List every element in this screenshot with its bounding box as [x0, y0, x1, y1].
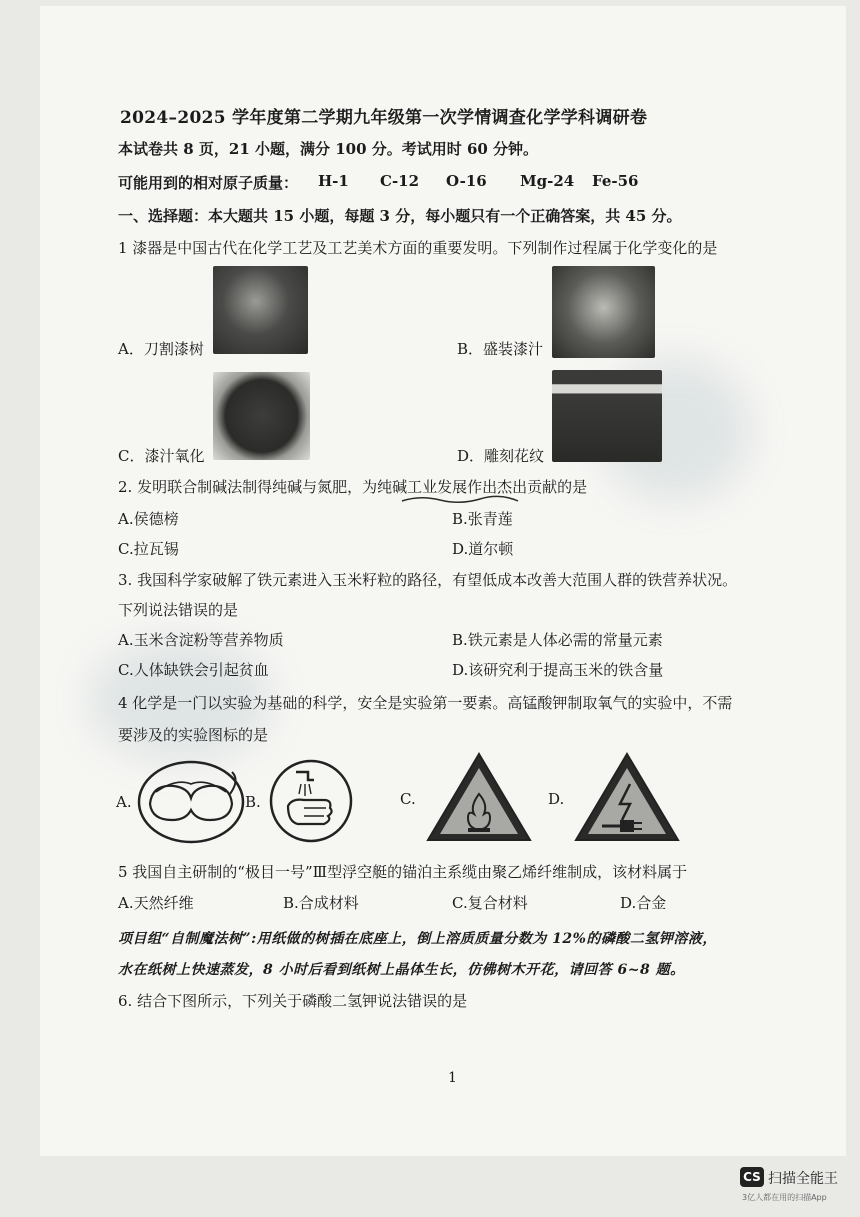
question-3-option-b: B.铁元素是人体必需的常量元素: [452, 631, 663, 649]
lacquer-tree-photo: [213, 266, 308, 354]
question-3-stem: 3. 我国科学家破解了铁元素进入玉米籽粒的路径，有望低成本改善大范围人群的铁营养状况。: [118, 571, 738, 589]
question-1-option-c: C．漆汁氧化: [118, 447, 205, 465]
question-4-option-c: C.: [400, 790, 416, 808]
question-1-stem: 1 漆器是中国古代在化学工艺及工艺美术方面的重要发明。下列制作过程属于化学变化的是: [118, 239, 718, 257]
camscanner-tagline: 3亿人都在用的扫描App: [742, 1193, 827, 1202]
question-4-option-a: A.: [116, 793, 132, 811]
question-3-option-a: A.玉米含淀粉等营养物质: [118, 631, 284, 649]
atomic-mass-mg: Mg-24: [520, 172, 575, 190]
exam-info: 本试卷共 8 页，21 小题，满分 100 分。考试用时 60 分钟。: [118, 140, 539, 158]
project-intro-line-2: 水在纸树上快速蒸发，8 小时后看到纸树上晶体生长，仿佛树木开花，请回答 6~8 题。: [118, 962, 685, 978]
question-5-option-c: C.复合材料: [452, 894, 528, 912]
carved-vessel-photo: [552, 370, 662, 462]
question-1-option-d: D．雕刻花纹: [457, 447, 545, 465]
question-6-stem: 6. 结合下图所示，下列关于磷酸二氢钾说法错误的是: [118, 992, 468, 1010]
handwritten-underline: [400, 493, 520, 505]
question-5-stem: 5 我国自主研制的“极目一号”Ⅲ型浮空艇的锚泊主系缆由聚乙烯纤维制成，该材料属于: [118, 863, 688, 881]
question-1-option-a: A．刀割漆树: [118, 340, 204, 358]
question-4-stem: 4 化学是一门以实验为基础的科学，安全是实验第一要素。高锰酸钾制取氧气的实验中，不需: [118, 694, 733, 712]
hand-wash-icon: [268, 758, 354, 844]
question-2-option-c: C.拉瓦锡: [118, 540, 179, 558]
lacquer-plate-photo: [213, 372, 310, 460]
question-5-option-a: A.天然纤维: [118, 894, 194, 912]
atomic-mass-label: 可能用到的相对原子质量：: [118, 174, 299, 192]
question-4-option-b: B.: [245, 793, 261, 811]
question-2-stem: 2. 发明联合制碱法制得纯碱与氮肥，为纯碱工业发展作出杰出贡献的是: [118, 478, 588, 496]
exam-title: 2024–2025 学年度第二学期九年级第一次学情调查化学学科调研卷: [120, 108, 648, 128]
question-2-option-b: B.张青莲: [452, 510, 513, 528]
lacquer-bowl-photo: [552, 266, 655, 358]
goggles-icon: [136, 758, 246, 846]
question-3-option-c: C.人体缺铁会引起贫血: [118, 661, 269, 679]
question-2-option-a: A.侯德榜: [118, 510, 179, 528]
question-5-option-b: B.合成材料: [283, 894, 359, 912]
question-3-option-d: D.该研究利于提高玉米的铁含量: [452, 661, 664, 679]
atomic-mass-o: O-16: [446, 172, 487, 190]
question-5-option-d: D.合金: [620, 894, 667, 912]
question-4-option-d: D.: [548, 790, 565, 808]
atomic-mass-h: H-1: [318, 172, 349, 190]
electric-warning-icon: [572, 750, 682, 844]
section-heading: 一、选择题：本大题共 15 小题，每题 3 分，每小题只有一个正确答案，共 45 分。: [118, 207, 682, 225]
question-2-option-d: D.道尔顿: [452, 540, 514, 558]
question-3-stem-2: 下列说法错误的是: [118, 601, 239, 619]
camscanner-name: 扫描全能王: [768, 1171, 838, 1187]
question-1-option-b: B．盛装漆汁: [457, 340, 544, 358]
atomic-mass-c: C-12: [380, 172, 420, 190]
project-intro-line-1: 项目组“自制魔法树”:用纸做的树插在底座上，倒上溶质质量分数为 12%的磷酸二氢钾溶液，: [118, 931, 717, 947]
question-4-stem-2: 要涉及的实验图标的是: [118, 726, 269, 744]
flame-warning-icon: [424, 750, 534, 844]
atomic-mass-fe: Fe-56: [592, 172, 639, 190]
camscanner-logo-icon: CS: [740, 1167, 764, 1187]
page-number: 1: [448, 1070, 457, 1086]
